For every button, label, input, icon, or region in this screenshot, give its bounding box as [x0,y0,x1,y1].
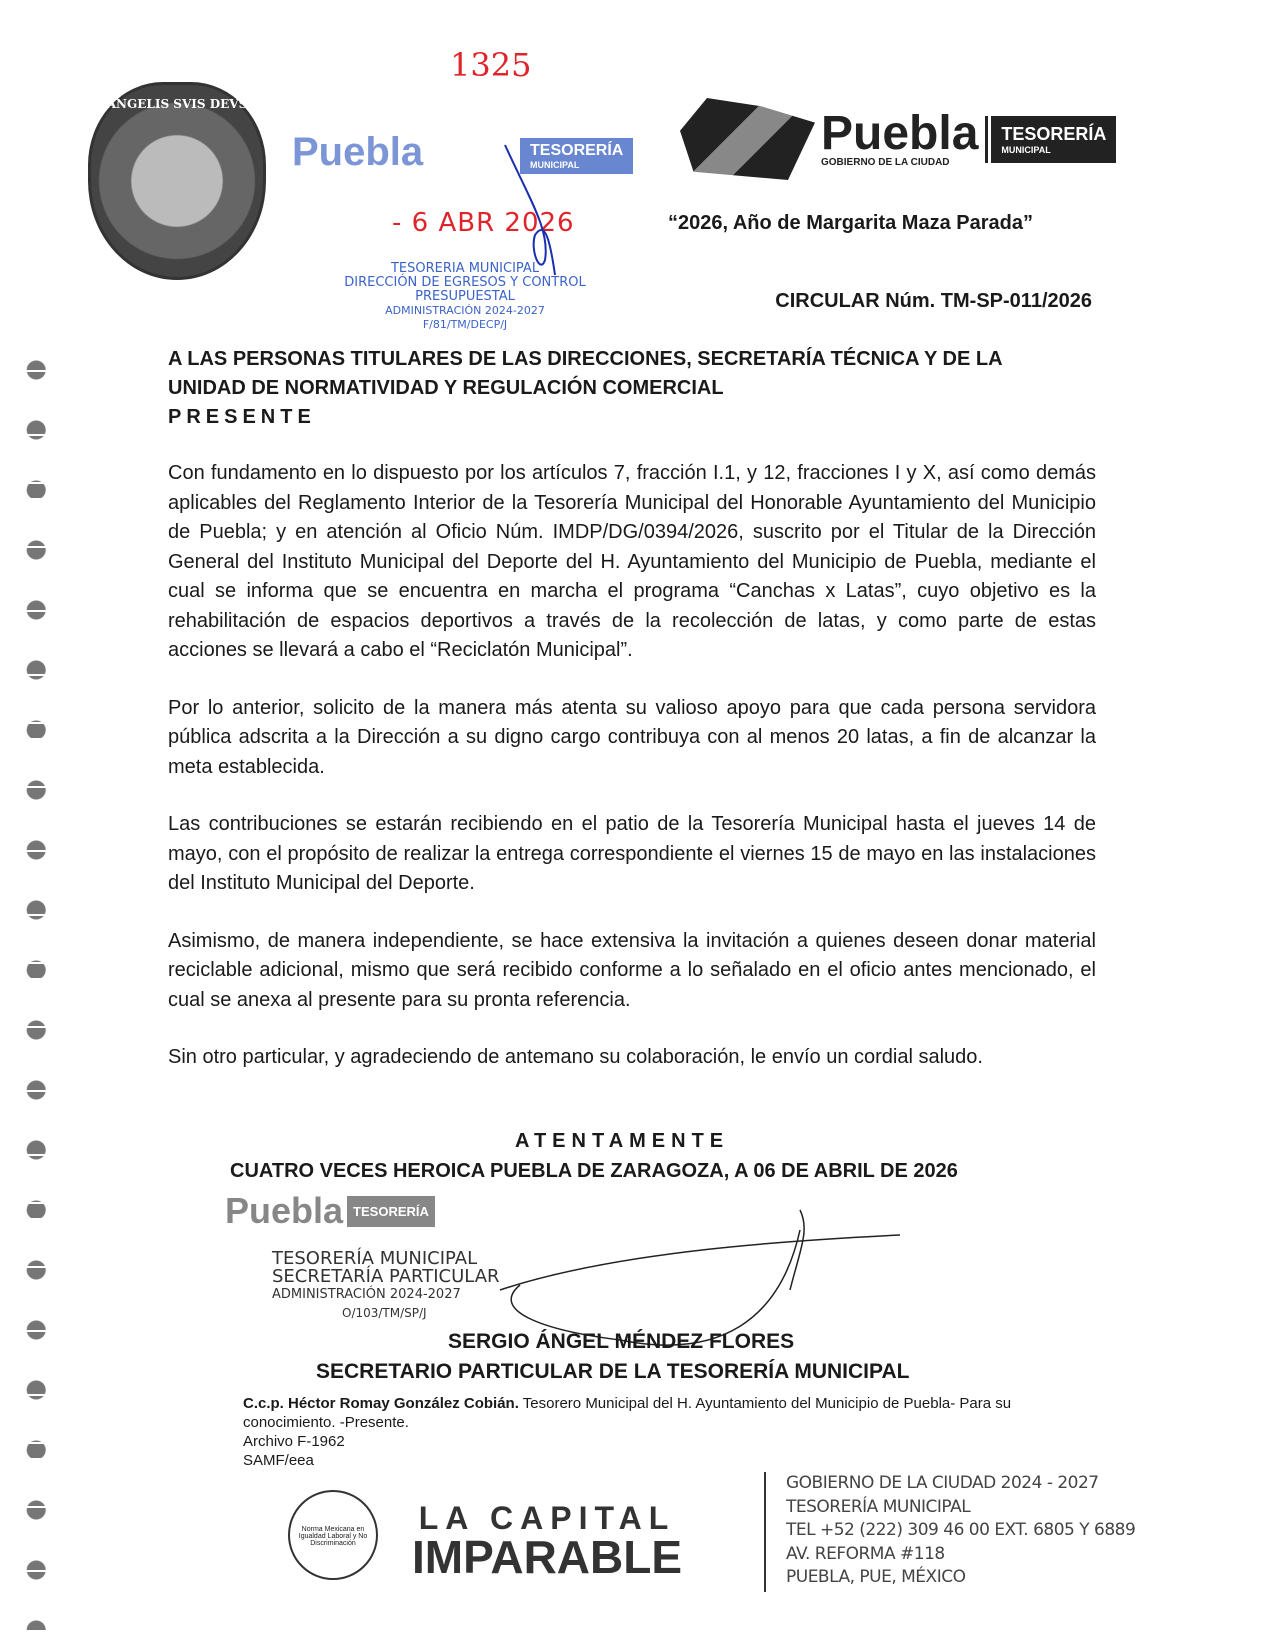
folio-number: 1325 [450,46,532,84]
received-stamp-text: TESORERIA MUNICIPAL DIRECCIÓN DE EGRESOS Y CONTROL PRESUPUESTAL ADMINISTRACIÓN 2024-2027 F/81/TM/DECP/J [344,261,586,331]
decorative-border [18,340,70,1630]
signature-stamp-text: TESORERÍA MUNICIPAL SECRETARÍA PARTICULAR ADMINISTRACIÓN 2024-2027 O/103/TM/SP/J [272,1248,500,1320]
paragraph: Asimismo, de manera independiente, se hace extensiva la invitación a quienes deseen donar material reciclable adicional, mismo que será recibido conforme a lo señalado en el oficio antes mencionado, el cual se anexa al presente para su pronta referencia. [168,929,1096,1011]
received-stamp-logo: Puebla [292,130,424,174]
paragraph: Por lo anterior, solicito de la manera más atenta su valioso apoyo para que cada persona servidora pública adscrita a la Dirección a su digno cargo contribuya con al menos 20 latas, a fin de alcanzar la meta establecida. [168,696,1096,778]
signer-name: SERGIO ÁNGEL MÉNDEZ FLORES [448,1330,795,1353]
footer-contact: GOBIERNO DE LA CIUDAD 2024 - 2027 TESORERÍA MUNICIPAL TEL +52 (222) 309 46 00 EXT. 6805 Y 6889 AV. REFORMA #118 PUEBLA, PUE, MÉXICO [786,1473,1136,1587]
paragraph: Sin otro particular, y agradeciendo de antemano su colaboración, le envío un cordial saludo. [168,1046,983,1068]
addressee: A LAS PERSONAS TITULARES DE LAS DIRECCIONES, SECRETARÍA TÉCNICA Y DE LA UNIDAD DE NORMATIVIDAD Y REGULACIÓN COMERCIAL PRESENTE [168,348,1003,428]
circular-number: CIRCULAR Núm. TM-SP-011/2026 [775,290,1092,312]
puebla-logo-icon [680,98,815,180]
equality-seal: Norma Mexicana en Igualdad Laboral y No Discriminación [288,1490,378,1580]
letter-body [168,459,1096,1101]
signer-title: SECRETARIO PARTICULAR DE LA TESORERÍA MUNICIPAL [316,1360,910,1383]
signature-stamp-logo: Puebla TESORERÍA [225,1190,435,1232]
capital-imparable-logo: LA CAPITAL IMPARABLE [412,1500,683,1583]
paragraph: Con fundamento en lo dispuesto por los artículos 7, fracción I.1, y 12, fracciones I y X, así como demás aplicables del Reglamento Interior de la Tesorería Municipal del Honorable Ayuntamiento del Municipio de Puebla; y en atención al Oficio Núm. IMDP/DG/0394/2026, suscrito por el Titular de la Dirección General del Instituto Municipal del Deporte del H. Ayuntamiento del Municipio de Puebla, mediante el cual se informa que se encuentra en marcha el programa “Canchas x Latas”, cuyo objetivo es la rehabilitación de espacios deportivos a través de la recolección de latas, y como parte de estas acciones se llevará a cabo el “Reciclatón Municipal”. [168,462,1096,661]
received-signature [500,140,560,280]
place-date: CUATRO VECES HEROICA PUEBLA DE ZARAGOZA, A 06 DE ABRIL DE 2026 [230,1160,958,1182]
received-date-stamp: - 6 ABR 2026 [392,208,575,238]
received-stamp-badge: TESORERÍA MUNICIPAL [520,138,633,174]
year-motto: “2026, Año de Margarita Maza Parada” [668,212,1033,234]
city-seal: ANGELIS SVIS DEVS [88,82,266,280]
paragraph: Las contribuciones se estarán recibiendo en el patio de la Tesorería Municipal hasta el jueves 14 de mayo, con el propósito de realizar la entrega correspondiente el viernes 15 de mayo en las instalaciones del Instituto Municipal del Deporte. [168,813,1096,894]
carbon-copy: C.c.p. Héctor Romay González Cobián. Tesorero Municipal del H. Ayuntamiento del Municipio de Puebla- Para su conocimiento. -Presente. Archivo F-1962 SAMF/eea [243,1395,1012,1469]
closing-atentamente: ATENTAMENTE [515,1130,730,1152]
footer-divider [764,1472,766,1592]
puebla-tesoreria-logo: Puebla GOBIERNO DE LA CIUDAD TESORERÍA MUNICIPAL [680,98,1116,180]
